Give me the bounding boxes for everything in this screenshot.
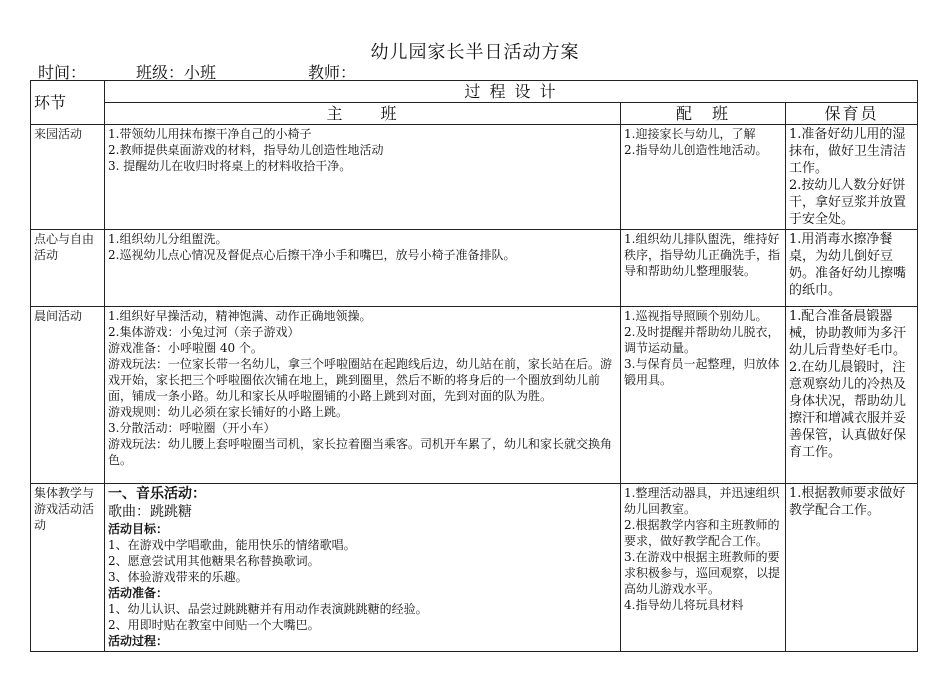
text-line: 3. 提醒幼儿在收归时将桌上的材料收拾干净。: [108, 159, 352, 173]
prep-title: 活动准备：: [108, 586, 169, 600]
text-line: 1.配合准备晨锻器械，协助教师为多汗幼儿后背垫好毛巾。: [789, 309, 907, 358]
row-label: 来园活动: [31, 125, 105, 230]
caregiver-header: 保育员: [786, 103, 918, 125]
text-line: 1.用消毒水擦净餐桌，为幼儿倒好豆奶。准备好幼儿擦嘴的纸巾。: [789, 232, 907, 298]
song-title: 歌曲：跳跳糖: [108, 504, 192, 520]
section-heading: 一、音乐活动：: [108, 486, 206, 502]
text-line: 1、幼儿认识、品尝过跳跳糖并有用动作表演跳跳糖的经验。: [108, 602, 428, 616]
text-line: 2.在幼儿晨锻时，注意观察幼儿的冷热及身体状况，帮助幼儿擦汗和增减衣服并妥善保管，认真做好保育工作。: [789, 360, 907, 460]
text-line: 2.按幼儿人数分好饼干，拿好豆浆并放置于安全处。: [789, 178, 907, 227]
text-line: 3.分散活动：呼啦圈（开小车）: [108, 421, 276, 435]
care-cell: [786, 125, 918, 230]
text-line: 2.巡视幼儿点心情况及督促点心后擦干净小手和嘴巴，放号小椅子准备排队。: [108, 248, 516, 262]
process-title: 活动过程：: [108, 634, 169, 648]
time-label: 时间：: [38, 63, 87, 82]
assist-cell: [621, 484, 786, 652]
goal-title: 活动目标：: [108, 522, 169, 536]
text-line: 4.指导幼儿将玩具材料: [624, 598, 744, 612]
main-cell: [105, 307, 621, 484]
text-line: 2.集体游戏：小兔过河（亲子游戏）: [108, 325, 300, 339]
info-line: [38, 60, 918, 80]
text-line: 1.迎接家长与幼儿，了解: [624, 127, 756, 141]
row-label: 集体教学与游戏活动活动: [31, 484, 105, 652]
activity-plan-table: [30, 80, 918, 652]
care-cell: [786, 230, 918, 307]
table-row: [31, 307, 918, 484]
text-line: 1.组织好早操活动，精神饱满、动作正确地领操。: [108, 309, 372, 323]
text-line: 1.根据教师要求做好教学配合工作。: [789, 486, 906, 518]
process-header: 过 程 设 计: [105, 81, 918, 103]
class-label: 班级：小班: [136, 63, 217, 82]
text-line: 1.整理活动器具，并迅速组织幼儿回教室。: [624, 486, 780, 516]
text-line: 1.准备好幼儿用的湿抹布，做好卫生清洁工作。: [789, 127, 907, 176]
assist-cell: [621, 307, 786, 484]
assist-cell: [621, 230, 786, 307]
text-line: 1.组织幼儿排队盥洗，维持好秩序，指导幼儿正确洗手，指导和帮助幼儿整理服装。: [624, 232, 781, 278]
table-row: [31, 484, 918, 652]
main-teacher-header: 主 班: [105, 103, 621, 125]
table-row: [31, 230, 918, 307]
text-line: 2.根据教学内容和主班教师的要求，做好教学配合工作。: [624, 518, 780, 548]
text-line: 1.组织幼儿分组盥洗。: [108, 232, 228, 246]
text-line: 2.教师提供桌面游戏的材料，指导幼儿创造性地活动: [108, 143, 384, 157]
row-label: 点心与自由活动: [31, 230, 105, 307]
text-line: 3.与保育员一起整理，归放体锻用具。: [624, 357, 780, 387]
text-line: 1.带领幼儿用抹布擦干净自己的小椅子: [108, 127, 312, 141]
text-line: 2、用即时贴在教室中间贴一个大嘴巴。: [108, 618, 320, 632]
assist-cell: [621, 125, 786, 230]
main-cell: [105, 484, 621, 652]
assist-teacher-header: 配 班: [621, 103, 786, 125]
document-title: 幼儿园家长半日活动方案: [370, 42, 580, 63]
text-line: 游戏玩法：一位家长带一名幼儿，拿三个呼啦圈站在起跑线后边，幼儿站在前，家长站在后。游戏开始，家长把三个呼啦圈依次铺在地上，跳到圈里，然后不断的将身后的一个圈放到幼儿前面，铺成一条小路。幼儿和家长从呼啦圈铺的小路上跳到对面，先到对面的队为胜。: [108, 357, 613, 403]
text-line: 2.及时提醒并帮助幼儿脱衣，调节运动量。: [624, 325, 780, 355]
main-cell: [105, 125, 621, 230]
text-line: 游戏规则：幼儿必须在家长铺好的小路上跳。: [108, 405, 349, 419]
text-line: 3、体验游戏带来的乐趣。: [108, 570, 248, 584]
text-line: 游戏准备：小呼啦圈 40 个。: [108, 341, 263, 355]
text-line: 3.在游戏中根据主班教师的要求积极参与，巡回观察，以提高幼儿游戏水平。: [624, 550, 781, 596]
text-line: 1、在游戏中学唱歌曲，能用快乐的情绪歌唱。: [108, 538, 356, 552]
care-cell: [786, 484, 918, 652]
table-row: [31, 125, 918, 230]
text-line: 2、愿意尝试用其他糖果名称替换歌词。: [108, 554, 320, 568]
care-cell: [786, 307, 918, 484]
text-line: 1.巡视指导照顾个别幼儿。: [624, 309, 768, 323]
teacher-label: 教师：: [308, 63, 357, 82]
text-line: 2.指导幼儿创造性地活动。: [624, 143, 768, 157]
text-line: 游戏玩法：幼儿腰上套呼啦圈当司机，家长拉着圈当乘客。司机开车累了，幼儿和家长就交换角色。: [108, 437, 613, 467]
section-header: 环节: [31, 81, 105, 125]
main-cell: [105, 230, 621, 307]
row-label: 晨间活动: [31, 307, 105, 484]
